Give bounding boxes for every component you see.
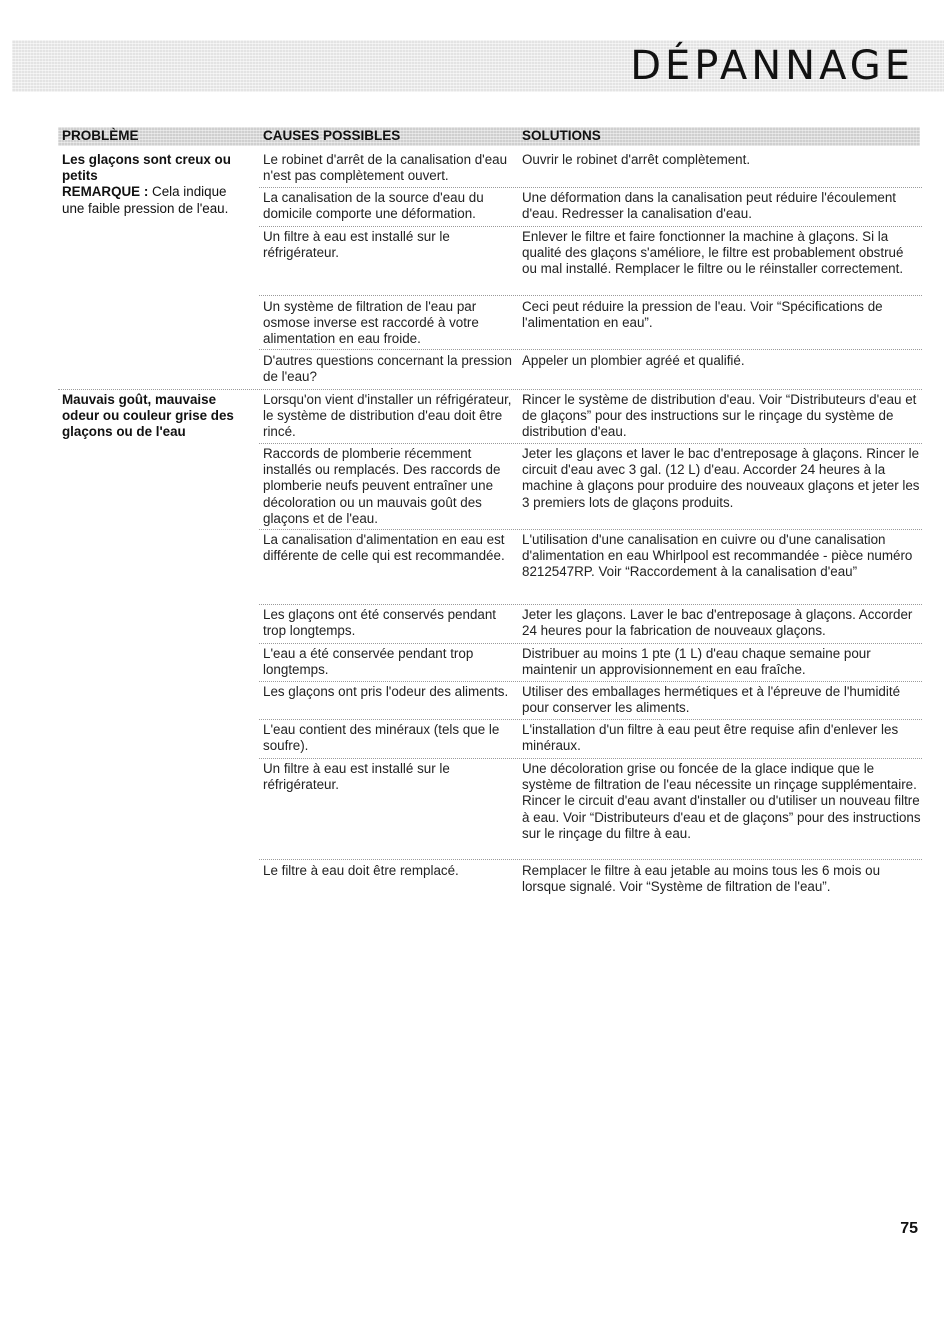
solution-cell: L'installation d'un filtre à eau peut être requise afin d'enlever les minéraux. bbox=[522, 722, 899, 754]
cause-cell: L'eau contient des minéraux (tels que le soufre). bbox=[263, 722, 500, 754]
row-divider bbox=[259, 187, 922, 188]
row-divider bbox=[259, 443, 922, 444]
solution-cell: Une déformation dans la canalisation peut réduire l'écoulement d'eau. Redresser la canalisation d'eau. bbox=[522, 190, 897, 222]
cause-cell: Un filtre à eau est installé sur le réfrigérateur. bbox=[263, 761, 450, 793]
solution-cell: Jeter les glaçons et laver le bac d'entreposage à glaçons. Rincer le circuit d'eau avec 3 gal. (12 L) d'eau. Accorder 24 heures à la machine à glaçons pour produire des nouveaux glaçons et jeter les 3 premiers lots de glaçons produits. bbox=[522, 446, 920, 510]
solution-cell: Ceci peut réduire la pression de l'eau. Voir “Spécifications de l'alimentation en eau”. bbox=[522, 299, 883, 331]
note-label: REMARQUE : bbox=[62, 184, 149, 200]
cause-cell: Raccords de plomberie récemment installés ou remplacés. Des raccords de plomberie neufs peuvent entraîner une décoloration ou un mauvais goût des glaçons et de l'eau. bbox=[263, 446, 501, 526]
column-header-causes: CAUSES POSSIBLES bbox=[263, 128, 401, 143]
solution-cell: Ouvrir le robinet d'arrêt complètement. bbox=[522, 152, 751, 167]
row-divider bbox=[259, 604, 922, 605]
row-divider bbox=[259, 859, 922, 860]
problem-title: Les glaçons sont creux ou petits bbox=[62, 152, 231, 184]
cause-cell: L'eau a été conservée pendant trop longtemps. bbox=[263, 646, 474, 678]
solution-cell: Rincer le système de distribution d'eau. Voir “Distributeurs d'eau et de glaçons” pour des instructions sur le rinçage du système de distribution d'eau. bbox=[522, 392, 917, 440]
problem-title: Mauvais goût, mauvaise odeur ou couleur grise des glaçons ou de l'eau bbox=[62, 392, 234, 440]
cause-cell: Le robinet d'arrêt de la canalisation d'eau n'est pas complètement ouvert. bbox=[263, 152, 508, 184]
page-number: 75 bbox=[900, 1220, 918, 1237]
problem-cell bbox=[62, 152, 252, 217]
cause-cell: D'autres questions concernant la pression de l'eau? bbox=[263, 353, 512, 385]
row-divider bbox=[259, 529, 922, 530]
group-divider bbox=[58, 389, 922, 390]
column-header-solutions: SOLUTIONS bbox=[522, 128, 601, 143]
note-text: Cela indique une faible pression de l'eau. bbox=[62, 184, 229, 216]
solution-cell: Jeter les glaçons. Laver le bac d'entreposage à glaçons. Accorder 24 heures pour la fabrication de nouveaux glaçons. bbox=[522, 607, 913, 639]
cause-cell: Un système de filtration de l'eau par osmose inverse est raccordé à votre alimentation en eau froide. bbox=[263, 299, 479, 347]
problem-cell bbox=[62, 392, 252, 441]
column-header-problem: PROBLÈME bbox=[62, 128, 139, 143]
row-divider bbox=[259, 758, 922, 759]
solution-cell: L'utilisation d'une canalisation en cuivre ou d'une canalisation d'alimentation en eau Whirlpool est recommandée - pièce numéro 8212547RP. Voir “Raccordement à la canalisation d'eau” bbox=[522, 532, 913, 580]
cause-cell: Les glaçons ont pris l'odeur des aliments. bbox=[263, 684, 509, 699]
cause-cell: Lorsqu'on vient d'installer un réfrigérateur, le système de distribution d'eau doit être rincé. bbox=[263, 392, 512, 440]
row-divider bbox=[259, 349, 922, 350]
row-divider bbox=[259, 295, 922, 296]
row-divider bbox=[259, 226, 922, 227]
row-divider bbox=[259, 681, 922, 682]
cause-cell: Le filtre à eau doit être remplacé. bbox=[263, 863, 459, 878]
solution-cell: Enlever le filtre et faire fonctionner la machine à glaçons. Si la qualité des glaçons s'améliore, le filtre est probablement obstrué ou mal installé. Remplacer le filtre ou le réinstaller correctement. bbox=[522, 229, 904, 277]
row-divider bbox=[259, 719, 922, 720]
solution-cell: Une décoloration grise ou foncée de la glace indique que le système de filtration de l'eau nécessite un rinçage supplémentaire. Rincer le circuit d'eau avant d'installer ou d'utiliser un nouveau filtre à eau. Voir “Distributeurs d'eau et de glaçons” pour des instructions sur le rinçage du filtre à eau. bbox=[522, 761, 921, 841]
cause-cell: La canalisation d'alimentation en eau est différente de celle qui est recommandée. bbox=[263, 532, 505, 564]
solution-cell: Remplacer le filtre à eau jetable au moins tous les 6 mois ou lorsque signalé. Voir “Système de filtration de l'eau”. bbox=[522, 863, 881, 895]
solution-cell: Distribuer au moins 1 pte (1 L) d'eau chaque semaine pour maintenir un approvisionnement en eau fraîche. bbox=[522, 646, 871, 678]
solution-cell: Utiliser des emballages hermétiques et à l'épreuve de l'humidité pour conserver les aliments. bbox=[522, 684, 901, 716]
cause-cell: La canalisation de la source d'eau du domicile comporte une déformation. bbox=[263, 190, 484, 222]
cause-cell: Les glaçons ont été conservés pendant trop longtemps. bbox=[263, 607, 497, 639]
row-divider bbox=[259, 643, 922, 644]
solution-cell: Appeler un plombier agréé et qualifié. bbox=[522, 353, 745, 368]
page-title: DÉPANNAGE bbox=[630, 43, 914, 89]
cause-cell: Un filtre à eau est installé sur le réfrigérateur. bbox=[263, 229, 450, 261]
